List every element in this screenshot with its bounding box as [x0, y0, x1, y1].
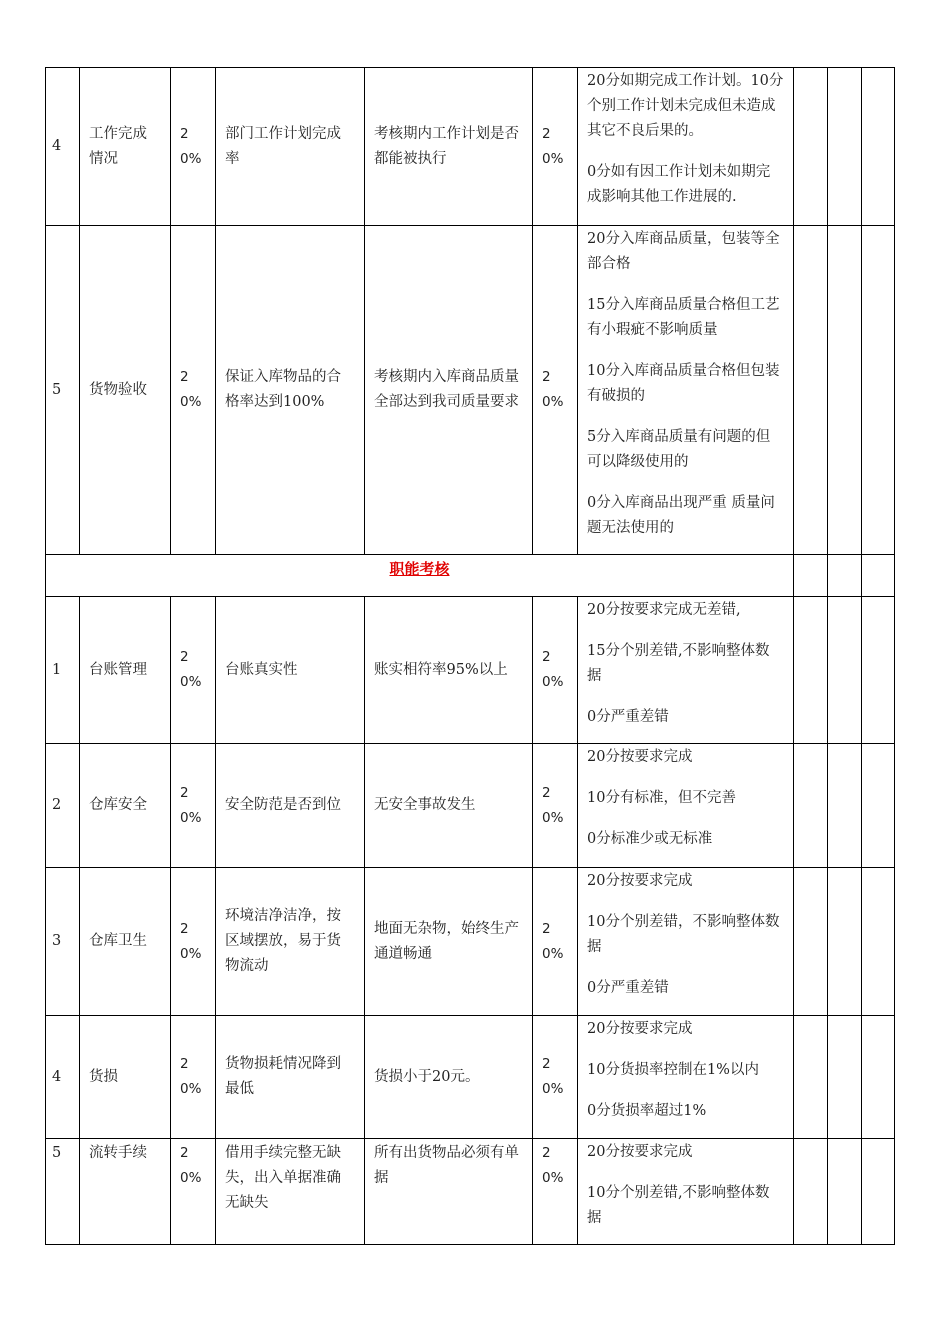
blank-cell: [862, 1016, 895, 1139]
item-weight: 20%: [171, 744, 216, 868]
row-number: 4: [46, 1016, 80, 1139]
kpi-indicator: 安全防范是否到位: [216, 744, 365, 868]
item-weight: 20%: [171, 1139, 216, 1245]
blank-cell: [828, 555, 862, 597]
scoring-criteria: [578, 868, 794, 1016]
scoring-criteria: [578, 1139, 794, 1245]
criterion: 15分入库商品质量合格但工艺有小瑕疵不影响质量: [587, 297, 780, 338]
score-weight: 20%: [533, 1139, 578, 1245]
item-weight: 20%: [171, 597, 216, 744]
criterion: 20分如期完成工作计划。10分个别工作计划未完成但未造成其它不良后果的。: [587, 73, 784, 139]
criterion: 0分如有因工作计划未如期完成影响其他工作进展的.: [587, 164, 771, 205]
score-weight: 20%: [533, 868, 578, 1016]
criterion: 20分按要求完成无差错,: [587, 602, 741, 618]
kpi-standard: 地面无杂物，始终生产通道畅通: [365, 868, 533, 1016]
kpi-standard: 考核期内工作计划是否都能被执行: [365, 68, 533, 226]
section-header-row: [46, 555, 895, 597]
blank-cell: [794, 226, 828, 555]
scoring-criteria: [578, 744, 794, 868]
blank-cell: [862, 868, 895, 1016]
kpi-standard: 账实相符率95%以上: [365, 597, 533, 744]
blank-cell: [828, 597, 862, 744]
criterion: 0分货损率超过1%: [587, 1103, 707, 1119]
blank-cell: [828, 226, 862, 555]
blank-cell: [862, 226, 895, 555]
assessment-item: 货物验收: [80, 226, 171, 555]
scoring-criteria: [578, 68, 794, 226]
row-number: 2: [46, 744, 80, 868]
row-number: 5: [46, 226, 80, 555]
assessment-item: 货损: [80, 1016, 171, 1139]
table-row: [46, 597, 895, 744]
blank-cell: [862, 1139, 895, 1245]
criterion: 20分入库商品质量，包装等全部合格: [587, 231, 780, 272]
assessment-item: 仓库安全: [80, 744, 171, 868]
criterion: 10分货损率控制在1%以内: [587, 1062, 759, 1078]
kpi-indicator: 借用手续完整无缺失，出入单据准确无缺失: [216, 1139, 365, 1245]
score-weight: 20%: [533, 744, 578, 868]
scoring-criteria: [578, 226, 794, 555]
blank-cell: [794, 1139, 828, 1245]
kpi-indicator: 台账真实性: [216, 597, 365, 744]
criterion: 10分入库商品质量合格但包装有破损的: [587, 363, 780, 404]
row-number: 1: [46, 597, 80, 744]
kpi-indicator: 保证入库物品的合格率达到100%: [216, 226, 365, 555]
criterion: 0分标准少或无标准: [587, 831, 713, 847]
blank-cell: [828, 744, 862, 868]
scoring-criteria: [578, 597, 794, 744]
item-weight: 20%: [171, 1016, 216, 1139]
table-row: [46, 1139, 895, 1245]
blank-cell: [828, 1016, 862, 1139]
kpi-standard: 所有出货物品必须有单据: [365, 1139, 533, 1245]
criterion: 20分按要求完成: [587, 749, 693, 765]
kpi-standard: 考核期内入库商品质量全部达到我司质量要求: [365, 226, 533, 555]
criterion: 20分按要求完成: [587, 873, 693, 889]
scoring-criteria: [578, 1016, 794, 1139]
blank-cell: [862, 555, 895, 597]
criterion: 20分按要求完成: [587, 1021, 693, 1037]
blank-cell: [794, 744, 828, 868]
score-weight: 20%: [533, 226, 578, 555]
blank-cell: [794, 68, 828, 226]
assessment-item: 工作完成情况: [80, 68, 171, 226]
blank-cell: [794, 868, 828, 1016]
blank-cell: [828, 68, 862, 226]
blank-cell: [862, 597, 895, 744]
criterion: 0分入库商品出现严重 质量问题无法使用的: [587, 495, 775, 536]
criterion: 0分严重差错: [587, 709, 669, 725]
kpi-indicator: 货物损耗情况降到最低: [216, 1016, 365, 1139]
table-row: [46, 1016, 895, 1139]
table-row: [46, 744, 895, 868]
table-row: [46, 68, 895, 226]
table-row: [46, 868, 895, 1016]
assessment-item: 仓库卫生: [80, 868, 171, 1016]
assessment-table: [45, 67, 895, 1245]
criterion: 5分入库商品质量有问题的但可以降级使用的: [587, 429, 771, 470]
item-weight: 20%: [171, 868, 216, 1016]
criterion: 15分个别差错,不影响整体数据: [587, 643, 770, 684]
kpi-standard: 无安全事故发生: [365, 744, 533, 868]
criterion: 20分按要求完成: [587, 1144, 693, 1160]
blank-cell: [828, 868, 862, 1016]
kpi-standard: 货损小于20元。: [365, 1016, 533, 1139]
section-title: 职能考核: [46, 555, 794, 597]
assessment-item: 台账管理: [80, 597, 171, 744]
kpi-indicator: 部门工作计划完成率: [216, 68, 365, 226]
blank-cell: [794, 597, 828, 744]
criterion: 10分个别差错,不影响整体数据: [587, 1185, 770, 1226]
table-row: [46, 226, 895, 555]
assessment-item: 流转手续: [80, 1139, 171, 1245]
blank-cell: [828, 1139, 862, 1245]
blank-cell: [862, 68, 895, 226]
criterion: 10分有标准，但不完善: [587, 790, 736, 806]
blank-cell: [794, 1016, 828, 1139]
row-number: 4: [46, 68, 80, 226]
item-weight: 20%: [171, 68, 216, 226]
blank-cell: [862, 744, 895, 868]
row-number: 3: [46, 868, 80, 1016]
row-number: 5: [46, 1139, 80, 1245]
score-weight: 20%: [533, 1016, 578, 1139]
criterion: 10分个别差错，不影响整体数据: [587, 914, 780, 955]
kpi-indicator: 环境洁净洁净，按区域摆放，易于货物流动: [216, 868, 365, 1016]
criterion: 0分严重差错: [587, 980, 669, 996]
blank-cell: [794, 555, 828, 597]
item-weight: 20%: [171, 226, 216, 555]
score-weight: 20%: [533, 597, 578, 744]
score-weight: 20%: [533, 68, 578, 226]
